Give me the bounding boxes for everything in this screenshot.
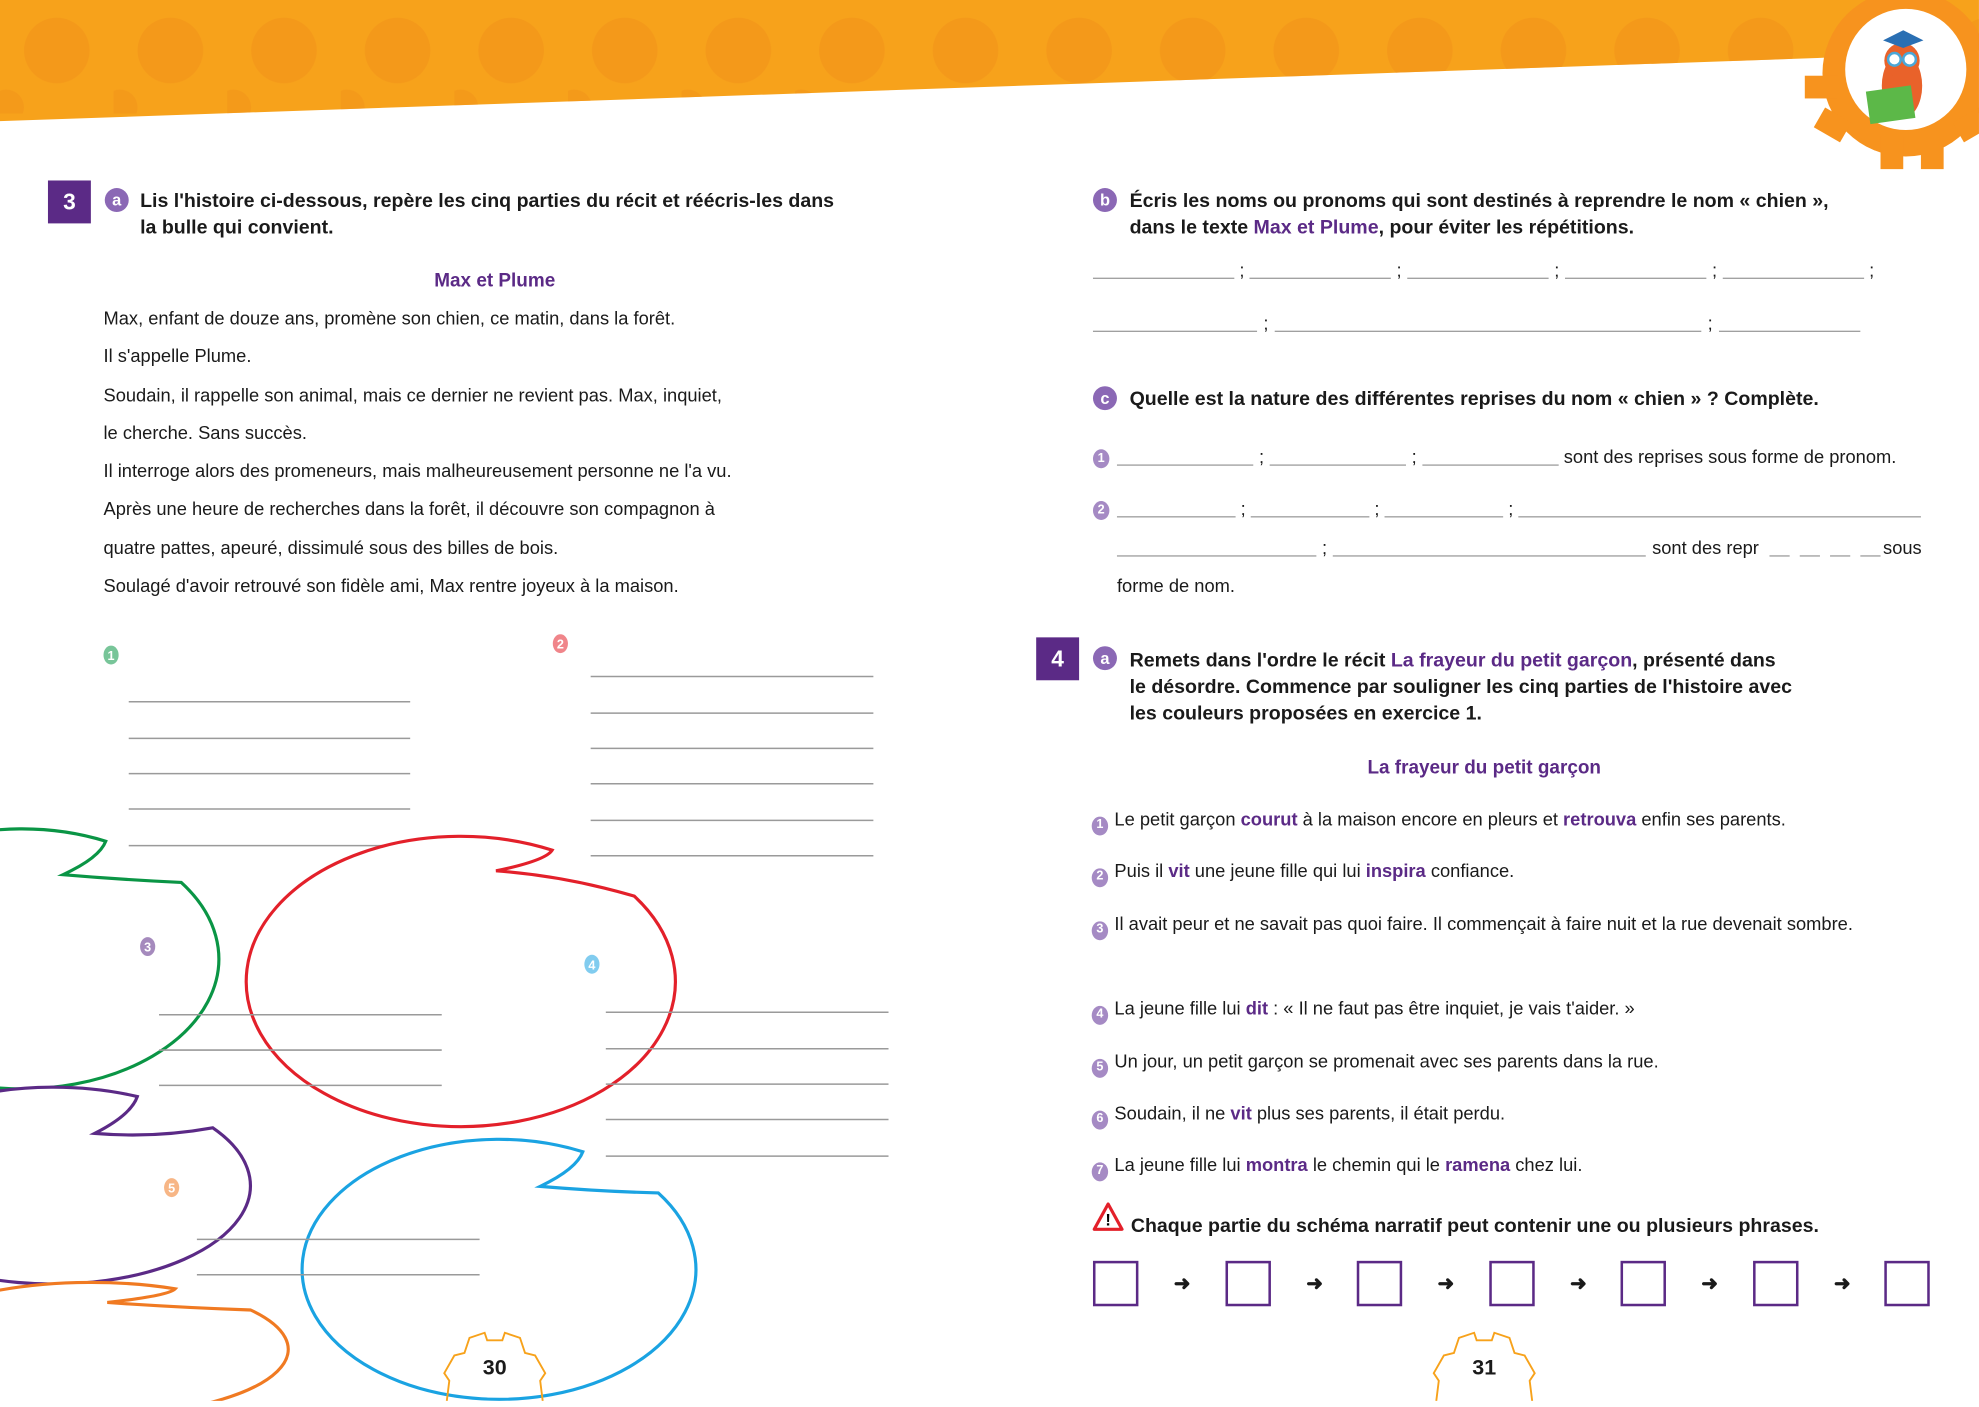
bubble-outline [0,1282,288,1401]
story-line: Soudain, il rappelle son animal, mais ce dernier ne revient pas. Max, inquiet, [103,386,722,407]
warning-icon [1092,1202,1125,1232]
bubble-outline [246,836,675,1126]
story-reference: La frayeur du petit garçon [1390,649,1633,672]
answer-blank[interactable] [1270,464,1406,465]
sentence-text: Soudain, il ne [1114,1104,1231,1125]
instruction-line: le désordre. Commence par souligner les cinq parties de l'histoire avec [1129,676,1792,698]
verb-highlight: retrouva [1563,810,1637,831]
sentence-text: La jeune fille lui [1114,1156,1246,1177]
item-number: 7 [1092,1162,1108,1181]
verb-highlight: inspira [1365,862,1426,883]
separator: ; [1263,314,1269,335]
arrow-icon: ➜ [1306,1273,1324,1295]
answer-box[interactable] [1225,1261,1270,1306]
answer-blank[interactable] [1422,464,1558,465]
item-number: 4 [1092,1005,1108,1024]
sentence-text: : « Il ne faut pas être inquiet, je vais t'aider. » [1268,999,1635,1020]
letter-blank[interactable] [1860,555,1880,556]
sentence-text: Un jour, un petit garçon se promenait avec ses parents dans la rue. [1114,1052,1659,1073]
part-letter-a: a [105,188,129,212]
exercise-number-3: 3 [48,180,91,223]
separator: ; [1869,261,1875,282]
separator: ; [1712,261,1718,282]
item-number: 6 [1092,1110,1108,1129]
part-letter-a: a [1093,646,1117,670]
letter-blank[interactable] [1769,555,1789,556]
answer-blank[interactable] [1249,278,1390,279]
story-sentence-2 [1092,856,1875,889]
sentence-text: le chemin qui le [1307,1156,1446,1177]
instruction-b [1130,188,1829,241]
answer-box[interactable] [1093,1261,1138,1306]
page-number-30 [442,1330,548,1407]
story-line: Il s'appelle Plume. [103,347,252,368]
separator: ; [1707,314,1713,335]
item2-line3: forme de nom. [1116,576,1235,597]
bubble-number: 3 [144,940,152,955]
instruction-line: Écris les noms ou pronoms qui sont destinés à reprendre le nom « chien », [1129,190,1829,213]
bubble-outline [0,1087,250,1284]
verb-highlight: courut [1240,810,1298,831]
item-number-2: 2 [1093,501,1109,520]
arrow-icon: ➜ [1701,1273,1719,1295]
bubble-number: 5 [168,1181,176,1196]
answer-blank[interactable] [1385,516,1504,517]
instruction-4a [1130,647,1792,727]
story-sentence-7 [1092,1150,1875,1183]
instruction-text: dans le texte [1129,217,1254,239]
warning-text: Chaque partie du schéma narratif peut contenir une ou plusieurs phrases. [1130,1215,1819,1237]
separator: ; [1322,538,1328,560]
instruction-line: Lis l'histoire ci-dessous, repère les cinq parties du récit et réécris-les dans [140,190,835,213]
exercise-number-4: 4 [1036,637,1079,680]
answer-box[interactable] [1753,1261,1798,1306]
separator: ; [1239,261,1245,282]
letter-blank[interactable] [1800,555,1820,556]
separator: ; [1374,499,1380,520]
answer-blank[interactable] [1565,278,1706,279]
story-title-2: La frayeur du petit garçon [1367,757,1601,779]
story-line: quatre pattes, apeuré, dissimulé sous des billes de bois. [103,538,559,560]
answer-box[interactable] [1357,1261,1402,1306]
item-number-1: 1 [1093,449,1109,468]
separator: ; [1396,261,1402,282]
separator: ; [1240,499,1246,520]
answer-blank[interactable] [1117,516,1236,517]
answer-blank[interactable] [1251,516,1370,517]
item-number: 2 [1092,868,1108,887]
arrow-icon: ➜ [1833,1273,1851,1295]
sentence-text: une jeune fille qui lui [1189,862,1366,883]
sentence-text: chez lui. [1510,1156,1583,1177]
bubble-number: 1 [107,649,115,664]
page-number-text: 30 [482,1355,507,1380]
instruction-text: Remets dans l'ordre le récit [1129,649,1391,672]
sentence-text: Il avait peur et ne savait pas quoi faire. Il commençait à faire nuit et la rue devenait sombre. [1114,915,1853,936]
answer-blank[interactable] [1518,516,1921,517]
letter-blank[interactable] [1830,555,1850,556]
sentence-text: Le petit garçon [1114,810,1241,831]
arrow-icon: ➜ [1570,1273,1587,1295]
separator: ; [1508,499,1514,520]
story-line: Max, enfant de douze ans, promène son chien, ce matin, dans la forêt. [103,309,676,330]
arrow-icon: ➜ [1437,1273,1455,1295]
speech-bubble-2 [246,634,873,1126]
verb-highlight: ramena [1445,1156,1511,1177]
instruction-text: , présenté dans [1632,649,1776,672]
item-number: 5 [1092,1058,1108,1077]
story-line: le cherche. Sans succès. [103,424,307,445]
sentence-text: Puis il [1114,862,1169,883]
item1-text: sont des reprises sous forme de pronom. [1563,448,1897,469]
arrow-icon: ➜ [1173,1273,1191,1295]
bubble-number: 2 [556,637,564,652]
item-number: 1 [1092,816,1108,835]
story-line: Il interroge alors des promeneurs, mais malheureusement personne ne l'a vu. [103,461,732,483]
answer-blank[interactable] [1117,464,1253,465]
answer-box[interactable] [1884,1261,1929,1306]
answer-blank[interactable] [1723,278,1864,279]
answer-blank[interactable] [1275,331,1702,332]
instruction-line: la bulle qui convient. [140,217,334,239]
sentence-text: plus ses parents, il était perdu. [1251,1104,1506,1125]
story-line: Après une heure de recherches dans la forêt, il découvre son compagnon à [103,499,715,520]
answer-blank[interactable] [1117,555,1316,556]
answer-box[interactable] [1489,1261,1534,1306]
story-sentence-6 [1092,1098,1875,1131]
sentence-text: enfin ses parents. [1636,810,1786,831]
instruction-c: Quelle est la nature des différentes reprises du nom « chien » ? Complète. [1129,388,1819,411]
story-line: Soulagé d'avoir retrouvé son fidèle ami, Max rentre joyeux à la maison. [103,576,679,597]
verb-highlight: dit [1245,999,1269,1020]
item2-text: sont des repr [1652,538,1759,560]
sentence-text: La jeune fille lui [1114,999,1246,1020]
story-sentence-5 [1092,1046,1875,1079]
page-number-31 [1431,1330,1537,1407]
answer-blank[interactable] [1333,555,1646,556]
sentence-text: confiance. [1425,862,1515,883]
item-number: 3 [1092,921,1108,940]
separator: ; [1411,448,1417,469]
answer-blank[interactable] [1719,331,1860,332]
sentence-text: à la maison encore en pleurs et [1297,810,1564,831]
story-title: Max et Plume [434,270,556,292]
page-number-text: 31 [1472,1355,1497,1380]
story-sentence-3 [1092,909,1875,942]
verb-highlight: vit [1230,1104,1252,1125]
verb-highlight: vit [1168,862,1190,883]
verb-highlight: montra [1245,1156,1308,1177]
story-sentence-1 [1092,804,1875,837]
svg-text:!: ! [1105,1211,1111,1230]
answer-blank[interactable] [1407,278,1548,279]
answer-blank[interactable] [1093,278,1234,279]
part-letter-b: b [1093,188,1117,212]
separator: ; [1554,261,1560,282]
item2-text-end: sous [1883,538,1922,560]
answer-blank[interactable] [1093,331,1257,332]
separator: ; [1258,448,1265,469]
bubble-number: 4 [588,958,596,973]
part-letter-c: c [1093,386,1117,410]
answer-box[interactable] [1621,1261,1666,1306]
story-reference: Max et Plume [1253,217,1379,239]
instruction-text: , pour éviter les répétitions. [1378,217,1635,239]
story-sentence-4 [1092,993,1875,1026]
instruction-line: les couleurs proposées en exercice 1. [1129,702,1482,725]
